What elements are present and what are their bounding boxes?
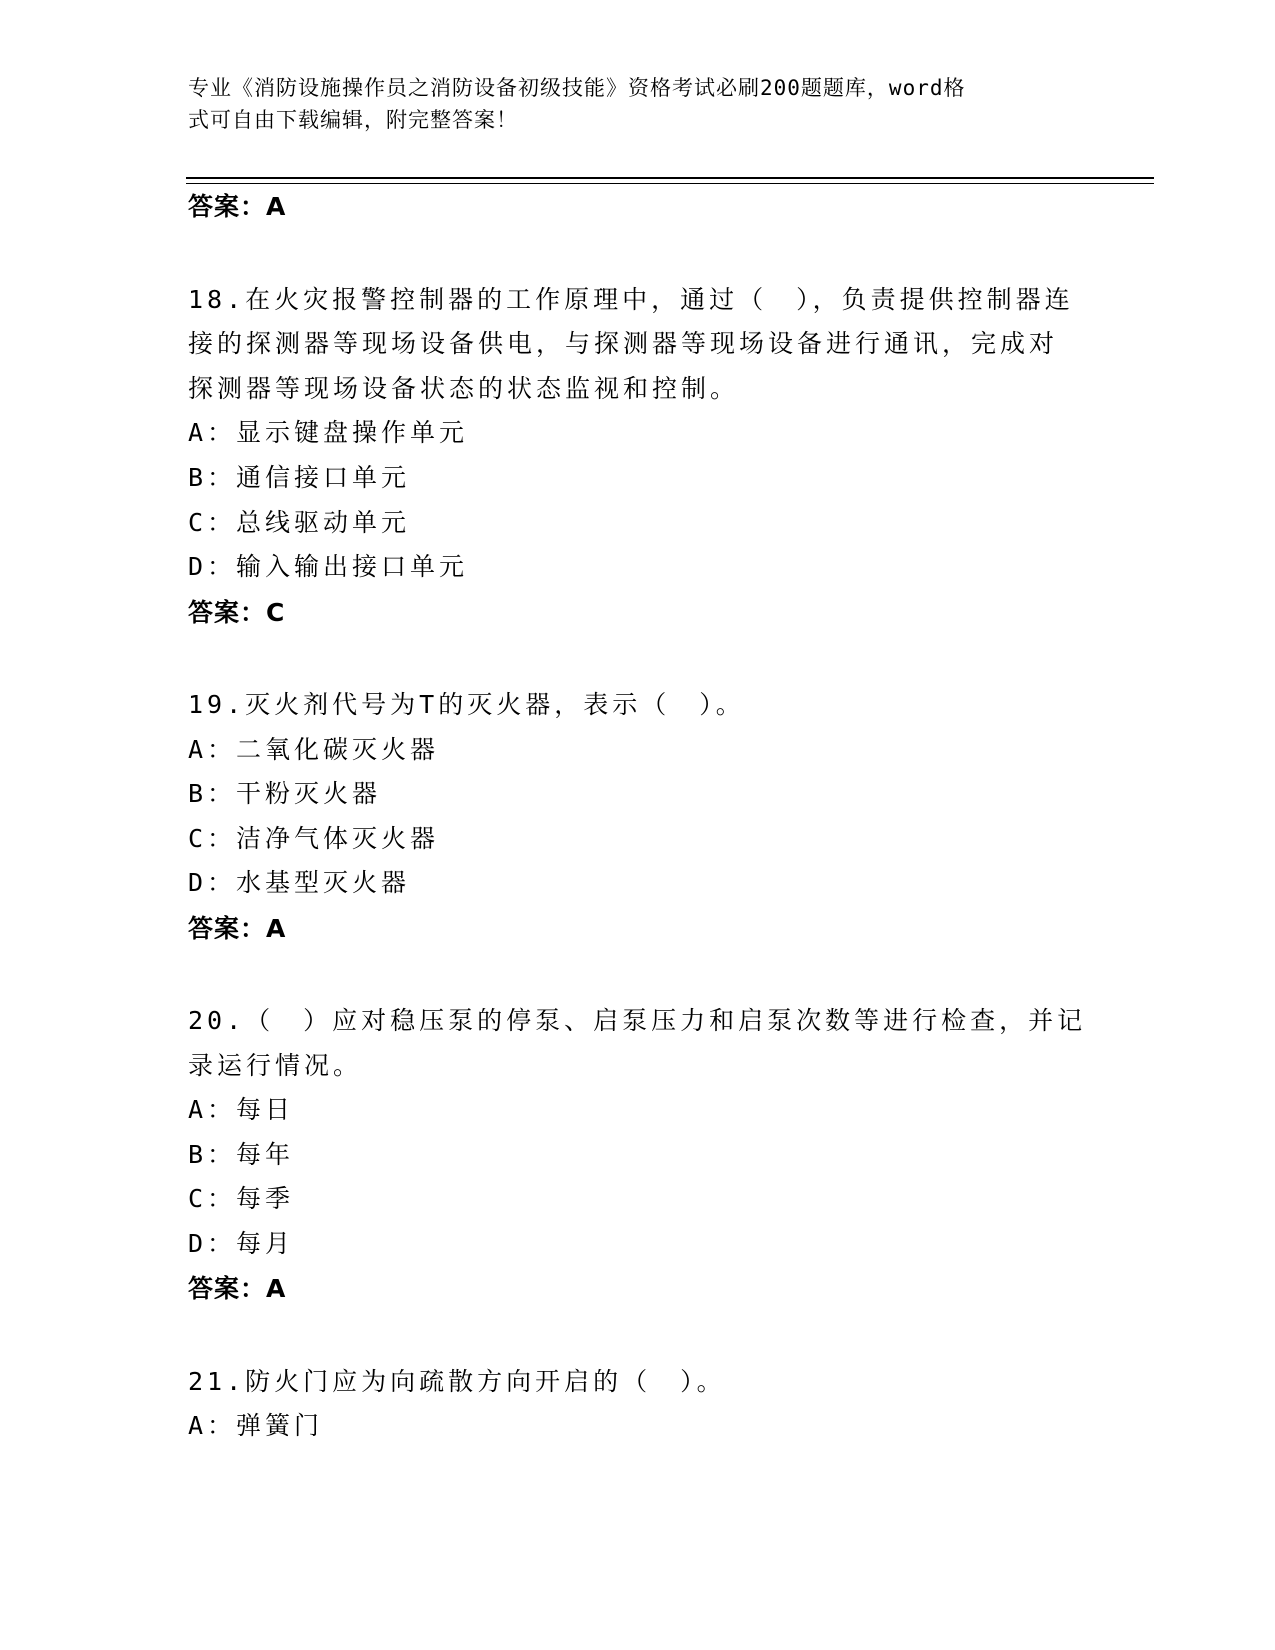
question-18-answer: 答案：C — [188, 598, 286, 627]
question-20-option-a: A：每日 — [188, 1095, 295, 1124]
question-18-option-b: B：通信接口单元 — [188, 463, 411, 492]
question-21-option-a: A：弹簧门 — [188, 1411, 324, 1440]
question-21-line-1: 21.防火门应为向疏散方向开启的（ ）。 — [188, 1367, 726, 1396]
question-20-line-1: 20.（ ）应对稳压泵的停泵、启泵压力和启泵次数等进行检查，并记 — [188, 1006, 1087, 1035]
question-18-line-2: 接的探测器等现场设备供电，与探测器等现场设备进行通讯，完成对 — [188, 329, 1059, 358]
answer-prev: 答案：A — [188, 192, 287, 221]
question-20-option-c: C：每季 — [188, 1184, 295, 1213]
question-20-option-b: B：每年 — [188, 1140, 295, 1169]
question-19-option-a: A：二氧化碳灭火器 — [188, 735, 440, 764]
header-line-1: 专业《消防设施操作员之消防设备初级技能》资格考试必刷200题题库，word格 — [188, 76, 966, 100]
question-18-option-c: C：总线驱动单元 — [188, 508, 411, 537]
question-18-line-1: 18.在火灾报警控制器的工作原理中，通过（ ），负责提供控制器连 — [188, 285, 1074, 314]
question-19-option-c: C：洁净气体灭火器 — [188, 824, 440, 853]
question-20-line-2: 录运行情况。 — [188, 1051, 363, 1080]
question-19-option-b: B：干粉灭火器 — [188, 779, 382, 808]
question-20-option-d: D：每月 — [188, 1229, 295, 1258]
question-18-line-3: 探测器等现场设备状态的状态监视和控制。 — [188, 374, 740, 403]
question-19-option-d: D：水基型灭火器 — [188, 868, 411, 897]
question-19-answer: 答案：A — [188, 914, 287, 943]
question-18-option-d: D：输入输出接口单元 — [188, 552, 469, 581]
header-line-2: 式可自由下载编辑，附完整答案！ — [188, 108, 518, 132]
question-18-option-a: A：显示键盘操作单元 — [188, 418, 469, 447]
page-header — [188, 72, 1068, 136]
header-divider-thin — [186, 183, 1154, 184]
question-20-answer: 答案：A — [188, 1274, 287, 1303]
header-divider — [186, 177, 1154, 179]
question-19-line-1: 19.灭火剂代号为T的灭火器，表示（ ）。 — [188, 690, 745, 719]
